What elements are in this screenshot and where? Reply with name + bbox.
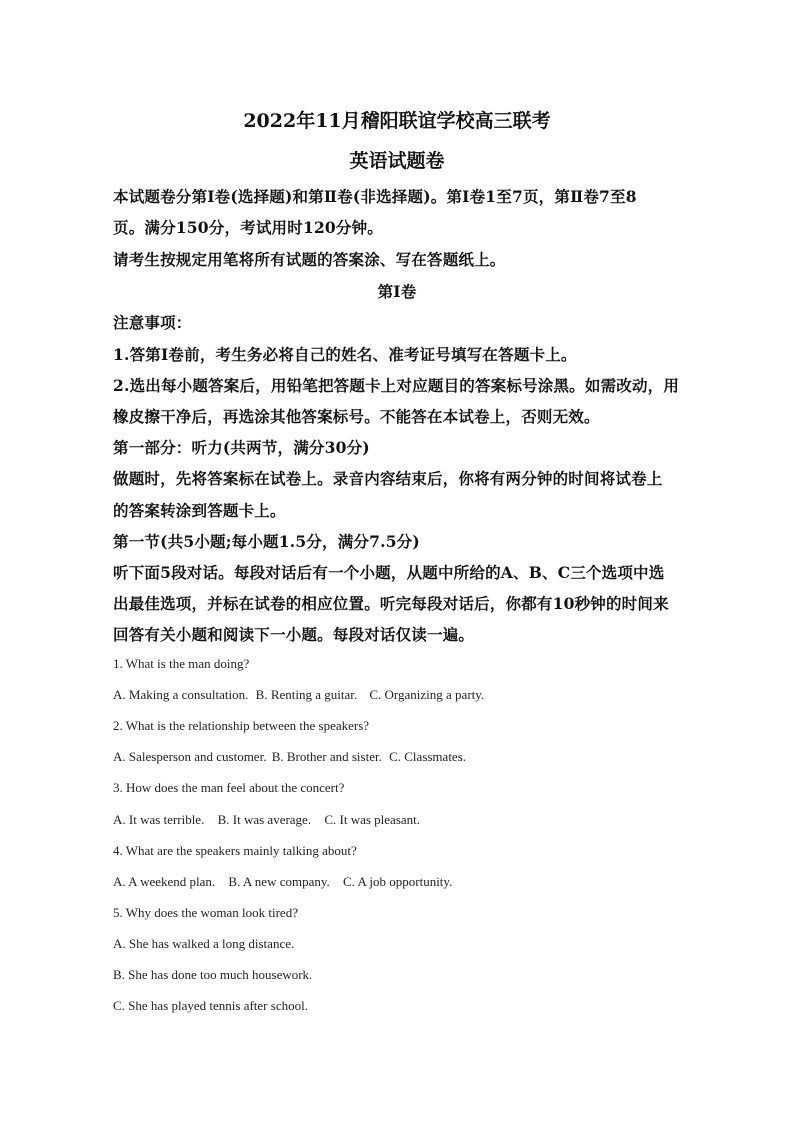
option-c: C. Organizing a party. [369, 687, 485, 702]
section-1-instruction-line-3: 回答有关小题和阅读下一小题。每段对话仅读一遍。 [113, 625, 475, 644]
intro-line-2: 页。满分150分，考试用时120分钟。 [113, 218, 384, 237]
question-4-options [113, 874, 452, 890]
question-4: 4. What are the speakers mainly talking about? [113, 843, 357, 858]
question-5-option-a: A. She has walked a long distance. [113, 936, 295, 951]
part-1-instruction-line-1: 做题时，先将答案标在试卷上。录音内容结束后，你将有两分钟的时间将试卷上 [113, 469, 663, 488]
page-title: 2022年11月稽阳联谊学校高三联考 [243, 110, 551, 132]
part-1-instruction-line-2: 的答案转涂到答题卡上。 [113, 501, 286, 520]
part-1-heading: 第一部分：听力(共两节，满分30分) [113, 438, 370, 457]
note-1: 1.答第I卷前，考生务必将自己的姓名、准考证号填写在答题卡上。 [113, 345, 577, 364]
question-5-option-c: C. She has played tennis after school. [113, 998, 308, 1013]
option-c: C. It was pleasant. [324, 812, 421, 827]
option-a: A. It was terrible. [113, 812, 205, 827]
page-subtitle: 英语试题卷 [349, 150, 445, 172]
question-2: 2. What is the relationship between the speakers? [113, 718, 370, 733]
intro-line-1: 本试题卷分第Ⅰ卷(选择题)和第Ⅱ卷(非选择题)。第Ⅰ卷1至7页，第Ⅱ卷7至8 [113, 187, 637, 206]
section-1-instruction-line-2: 出最佳选项，并标在试卷的相应位置。听完每段对话后，你都有10秒钟的时间来 [113, 594, 669, 613]
option-a: A. A weekend plan. [113, 874, 216, 889]
option-a: A. Making a consultation. [113, 687, 249, 702]
question-3-options [113, 812, 420, 828]
section-1-instruction-line-1: 听下面5段对话。每段对话后有一个小题，从题中所给的A、B、C三个选项中选 [113, 563, 665, 582]
option-b: B. A new company. [228, 874, 330, 889]
intro-line-3: 请考生按规定用笔将所有试题的答案涂、写在答题纸上。 [113, 250, 506, 269]
question-2-options [113, 749, 466, 765]
question-5-option-b: B. She has done too much housework. [113, 967, 313, 982]
question-1: 1. What is the man doing? [113, 656, 250, 671]
question-5: 5. Why does the woman look tired? [113, 905, 298, 920]
option-b: B. It was average. [217, 812, 312, 827]
notes-heading: 注意事项： [113, 313, 192, 332]
question-1-options [113, 687, 484, 703]
option-b: B. Brother and sister. [271, 749, 382, 764]
note-2-line-2: 橡皮擦干净后，再选涂其他答案标号。不能答在本试卷上，否则无效。 [113, 407, 600, 426]
option-c: C. Classmates. [389, 749, 467, 764]
volume-1-heading: 第I卷 [377, 282, 417, 301]
question-3: 3. How does the man feel about the concert? [113, 780, 345, 795]
option-a: A. Salesperson and customer. [113, 749, 267, 764]
option-c: C. A job opportunity. [343, 874, 453, 889]
note-2-line-1: 2.选出每小题答案后，用铅笔把答题卡上对应题目的答案标号涂黑。如需改动，用 [113, 376, 680, 395]
section-1-heading: 第一节(共5小题;每小题1.5分，满分7.5分) [113, 532, 420, 551]
option-b: B. Renting a guitar. [255, 687, 358, 702]
